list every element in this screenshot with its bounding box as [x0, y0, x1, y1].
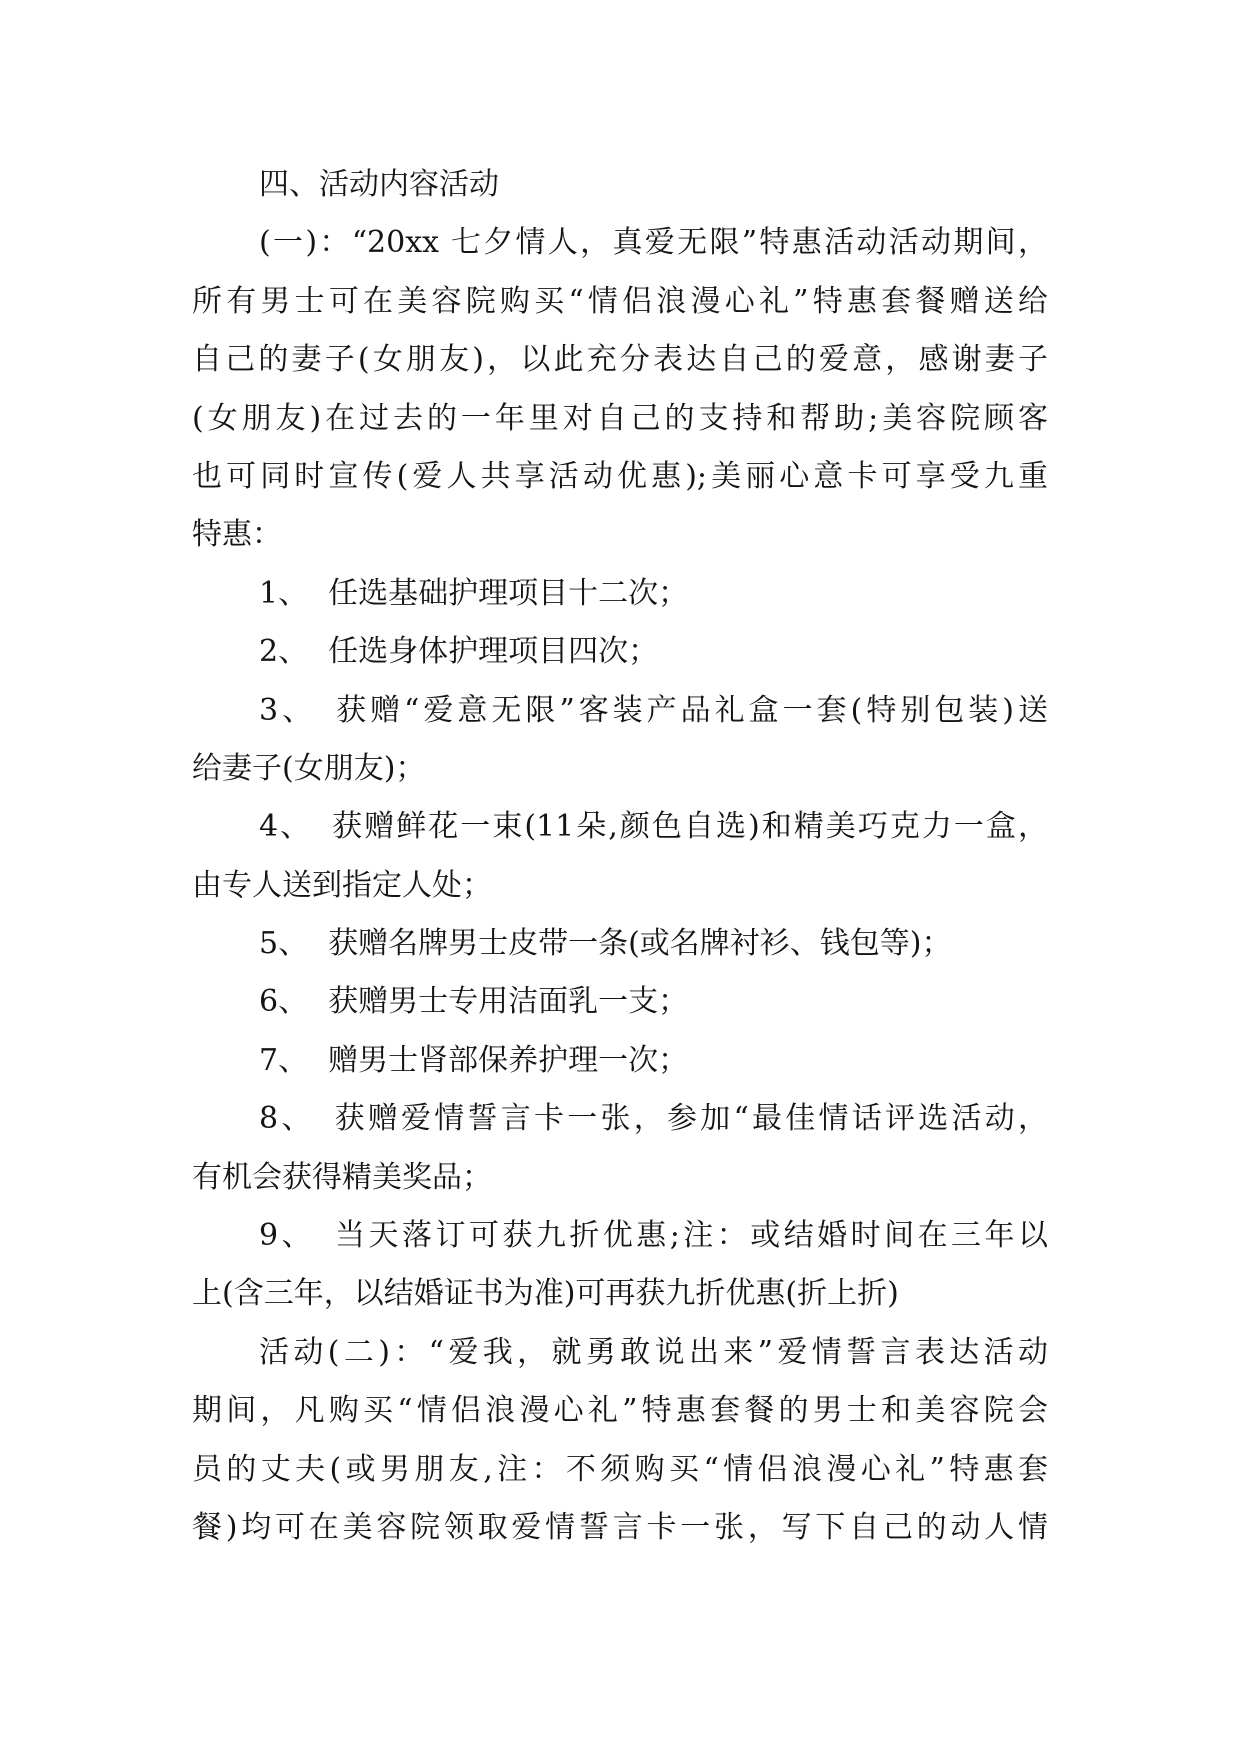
- paragraph-line: (一)：“20xx 七夕情人，真爱无限”特惠活动活动期间，: [259, 225, 1048, 261]
- list-item-text: 获赠名牌男士皮带一条(或名牌衬衫、钱包等)；: [328, 926, 952, 962]
- paragraph-line: 也可同时宣传(爱人共享活动优惠);美丽心意卡可享受九重: [192, 458, 1048, 494]
- activity-2-paragraph: [192, 1324, 1048, 1558]
- list-item: [192, 1032, 1048, 1090]
- list-item-number: 2、: [259, 634, 309, 670]
- list-item-text: 任选身体护理项目四次；: [328, 634, 659, 670]
- section-title: 四、活动内容活动: [259, 167, 499, 202]
- list-item-continuation: 由专人送到指定人处；: [192, 867, 492, 903]
- list-item-text: 获赠男士专用洁面乳一支；: [328, 984, 689, 1020]
- list-item: [192, 1090, 1048, 1148]
- list-item-text: 当天落订可获九折优惠;注：或结婚时间在三年以: [335, 1218, 1048, 1254]
- paragraph-line: 所有男士可在美容院购买“情侣浪漫心礼”特惠套餐赠送给: [192, 283, 1048, 319]
- list-item-number: 7、: [259, 1042, 309, 1078]
- paragraph-line: 自己的妻子(女朋友)，以此充分表达自己的爱意，感谢妻子: [192, 342, 1048, 378]
- list-item-text: 获赠爱情誓言卡一张，参加“最佳情话评选活动，: [334, 1101, 1048, 1137]
- list-item: [192, 798, 1048, 856]
- list-item: [192, 682, 1048, 740]
- list-item: [192, 565, 1048, 623]
- document-body: [192, 156, 1048, 1557]
- list-item-number: 6、: [259, 984, 309, 1020]
- list-item-text: 任选基础护理项目十二次；: [328, 575, 689, 611]
- list-item-text: 赠男士肾部保养护理一次；: [328, 1042, 689, 1078]
- list-item: [192, 973, 1048, 1031]
- paragraph-line: 活动(二)：“爱我，就勇敢说出来”爱情誓言表达活动: [259, 1334, 1048, 1370]
- list-item-continuation: 上(含三年，以结婚证书为准)可再获九折优惠(折上折): [192, 1276, 899, 1312]
- list-item: [192, 1207, 1048, 1265]
- list-item-continuation: 有机会获得精美奖品；: [192, 1159, 492, 1195]
- list-item-number: 5、: [259, 926, 309, 962]
- paragraph-line: 员的丈夫(或男朋友,注：不须购买“情侣浪漫心礼”特惠套: [192, 1451, 1048, 1487]
- list-item-number: 1、: [259, 575, 309, 611]
- activity-1-paragraph: [192, 214, 1048, 564]
- paragraph-line: (女朋友)在过去的一年里对自己的支持和帮助;美容院顾客: [192, 400, 1048, 436]
- paragraph-line: 期间，凡购买“情侣浪漫心礼”特惠套餐的男士和美容院会: [192, 1393, 1048, 1429]
- list-item: [192, 623, 1048, 681]
- list-item-text: 获赠鲜花一束(11朵,颜色自选)和精美巧克力一盒，: [332, 809, 1048, 845]
- list-item: [192, 915, 1048, 973]
- paragraph-line: 特惠：: [192, 517, 282, 553]
- list-item-number: 8、: [259, 1101, 315, 1137]
- list-item-number: 3、: [259, 692, 317, 728]
- list-item-number: 4、: [259, 809, 313, 845]
- list-item-continuation: 给妻子(女朋友)；: [192, 750, 426, 786]
- paragraph-line: 餐)均可在美容院领取爱情誓言卡一张，写下自己的动人情: [192, 1509, 1048, 1545]
- list-item-number: 9、: [259, 1218, 316, 1254]
- benefit-list: [192, 565, 1048, 1324]
- list-item-text: 获赠“爱意无限”客装产品礼盒一套(特别包装)送: [336, 692, 1048, 728]
